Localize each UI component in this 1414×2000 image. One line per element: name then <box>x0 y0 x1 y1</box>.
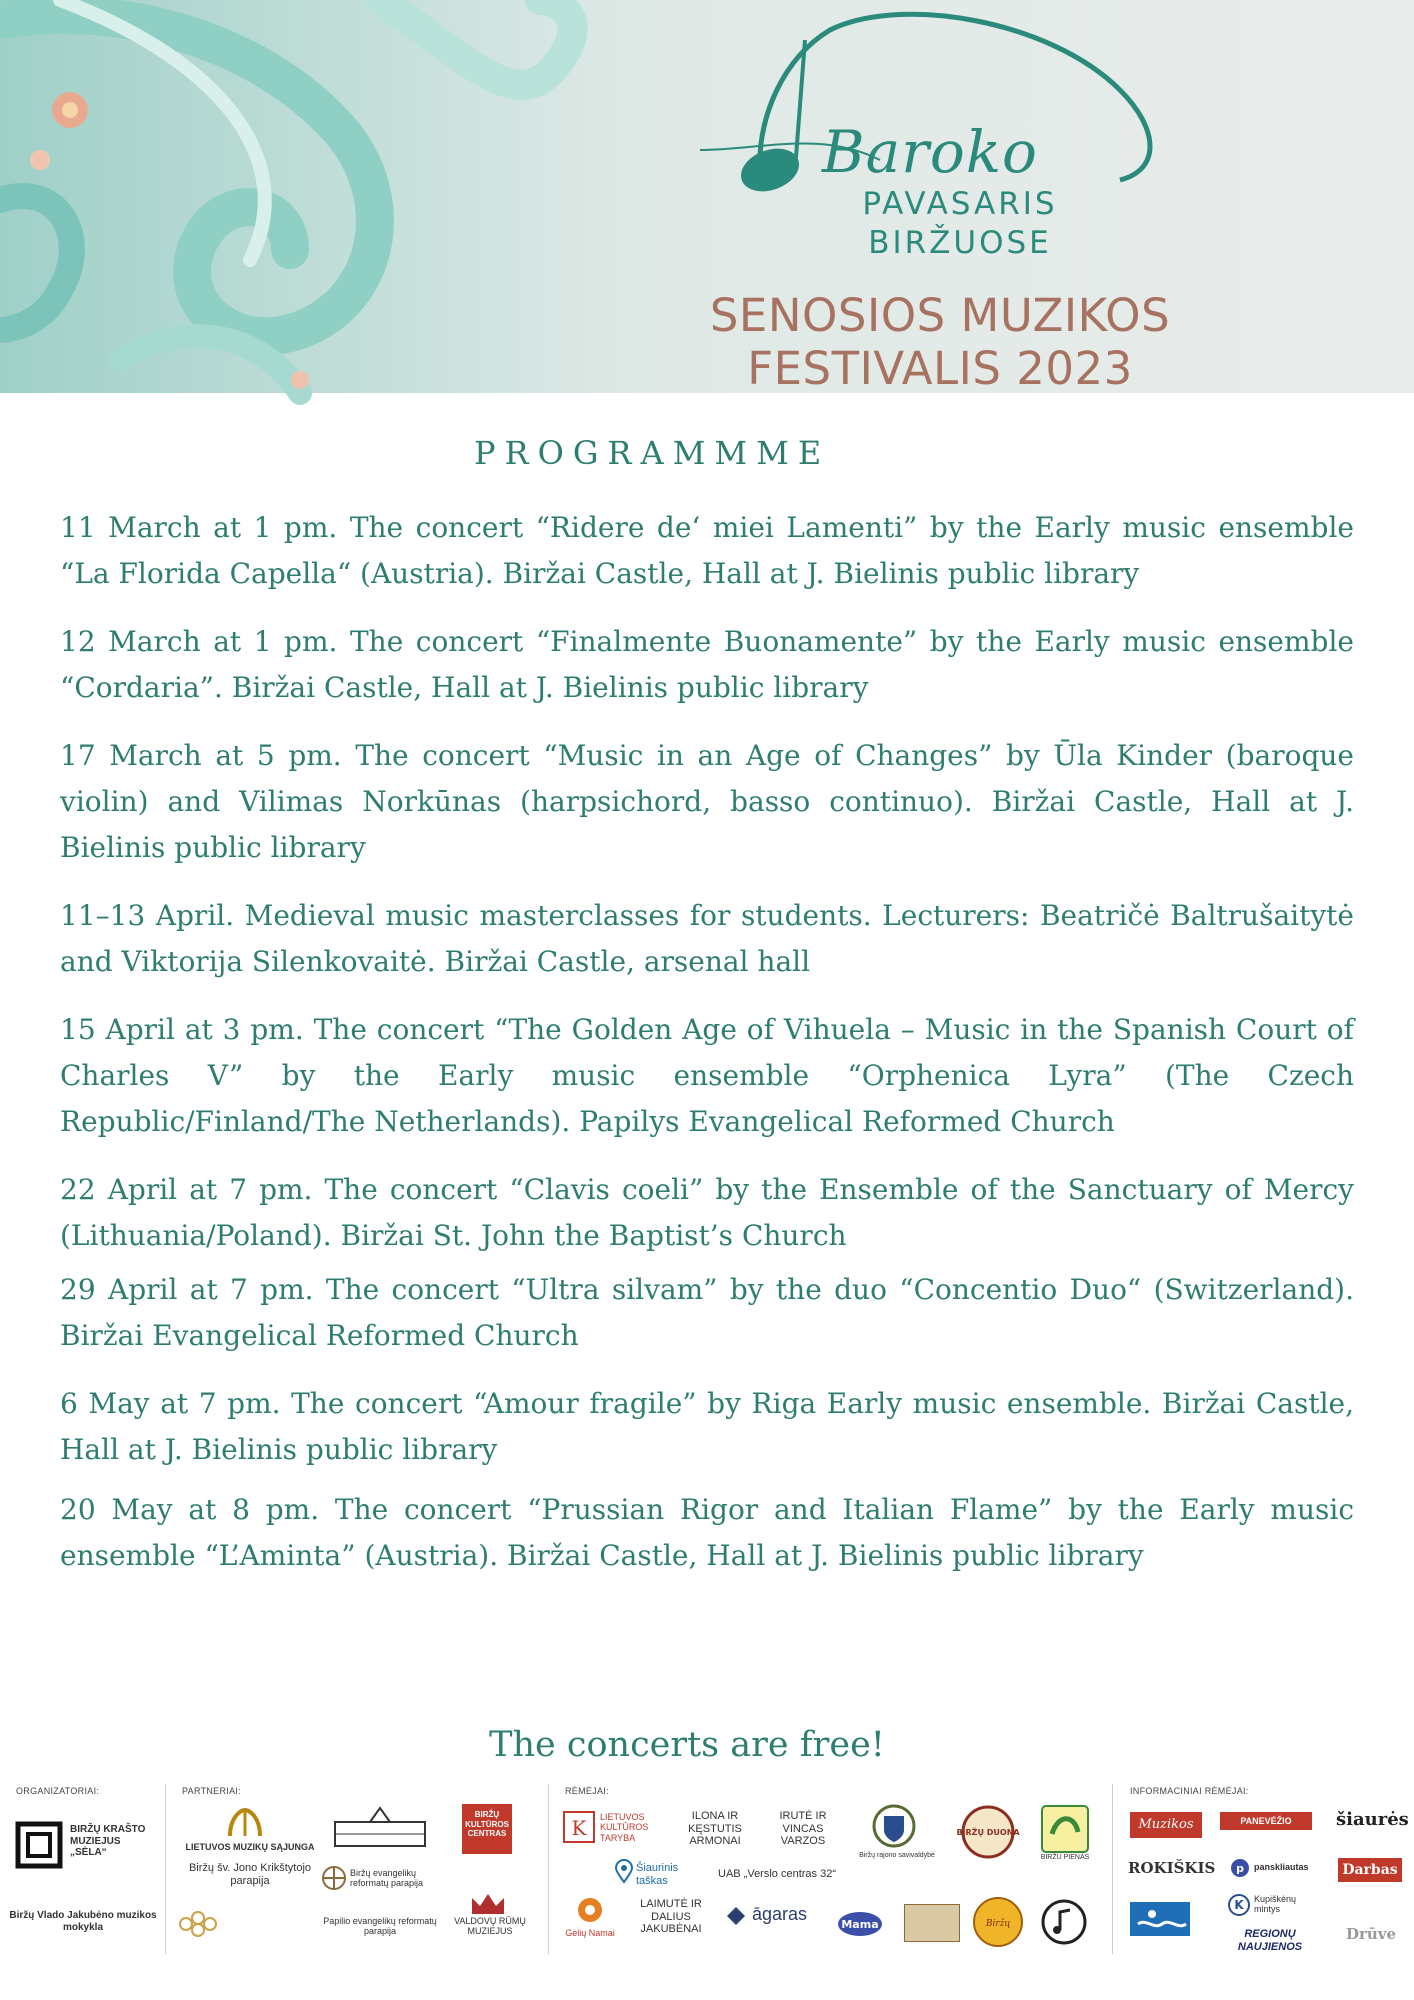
swimmer-logo-icon <box>1130 1902 1190 1936</box>
location-pin-icon <box>614 1860 634 1884</box>
jakubenai-sponsor: LAIMUTĖ IR DALIUS JAKUBĖNAI <box>640 1898 702 1936</box>
municipality-name: Biržų rajono savivaldybė <box>859 1852 935 1859</box>
valdovu-museum-name: VALDOVŲ RŪMŲ MUZIEJUS <box>454 1916 526 1937</box>
event-item: 15 April at 3 pm. The concert “The Golden Age of Vihuela – Music in the Spanish Court of Charles V” by the Early music ensemble “Orphenica Lyra” (The Czech Republic/Finland/The Netherlands). Papilys Evangelical Reformed Church <box>60 1013 1354 1138</box>
svg-text:p: p <box>1236 1862 1244 1875</box>
papilys-parish-name: Papilio evangelikų reformatų parapija <box>323 1916 437 1937</box>
regionu-naujienos-logo: REGIONŲ NAUJIENOS <box>1237 1928 1303 1953</box>
panevezio-krastas-logo: PANEVĖŽIO KRAŠTAS <box>1220 1812 1312 1830</box>
organizers-label: ORGANIZATORIAI: <box>16 1786 100 1796</box>
church-building-icon <box>330 1806 430 1850</box>
municipality-coat-of-arms-icon <box>872 1804 916 1854</box>
lyre-icon <box>225 1808 265 1838</box>
reformed-church-emblem-icon <box>320 1864 348 1892</box>
panskliautas-name: panskliautas <box>1254 1862 1309 1872</box>
partners-label: PARTNERIAI: <box>182 1786 241 1796</box>
museum-logo-icon <box>16 1822 62 1868</box>
flower-icon <box>576 1896 604 1924</box>
event-item: 29 April at 7 pm. The concert “Ultra silvam” by the duo “Concentio Duo“ (Switzerland). Biržai Evangelical Reformed Church <box>60 1273 1354 1352</box>
parish-john-name: Biržų šv. Jono Krikštytojo parapija <box>188 1862 312 1887</box>
kupiskenu-mintys-name: Kupiškėnų mintys <box>1254 1894 1297 1915</box>
muzikos-barai-logo: Muzikos barai <box>1130 1812 1202 1838</box>
rokiskis-logo: ROKIŠKIS <box>1128 1859 1216 1877</box>
sponsors-footer <box>0 1780 1414 2000</box>
lmu-name: LIETUVOS MUZIKŲ SĄJUNGA <box>185 1842 315 1852</box>
programme-title: PROGRAMMME <box>474 434 831 472</box>
free-admission-note: The concerts are free! <box>489 1725 885 1765</box>
festival-title-line-1: SENOSIOS MUZIKOS <box>709 289 1171 342</box>
panskliautas-icon <box>1230 1858 1250 1878</box>
armonai-sponsor: ILONA IR KĘSTUTIS ARMONAI <box>688 1810 742 1848</box>
svg-text:Mama: Mama <box>841 1918 879 1931</box>
culture-council-k-icon <box>562 1810 596 1844</box>
birzu-duona-logo-icon <box>956 1804 1020 1860</box>
music-circle-logo-icon <box>1040 1898 1088 1946</box>
birzu-aruodai-logo-icon <box>972 1896 1024 1948</box>
event-item: 11 March at 1 pm. The concert “Ridere de‘ miei Lamenti” by the Early music ensemble “La Florida Capella“ (Austria). Biržai Castle, Hall at J. Bielinis public library <box>60 511 1354 590</box>
festival-logo-line-1: PAVASARIS <box>862 186 1058 222</box>
birzu-pienas-name: BIRŽU PIENAS <box>1040 1854 1090 1861</box>
festival-logo-line-2: BIRŽUOSE <box>868 225 1052 261</box>
event-item: 11–13 April. Medieval music masterclasses for students. Lecturers: Beatričė Baltrušaitytė and Viktorija Silenkovaitė. Biržai Castle, arsenal hall <box>60 899 1354 978</box>
svg-text:K: K <box>1234 1898 1244 1912</box>
mama-logo-icon <box>836 1900 884 1940</box>
siaures-logo: šiaurės <box>1336 1809 1409 1830</box>
svg-text:K: K <box>571 1816 587 1840</box>
bakery-logo-box <box>904 1904 960 1942</box>
divider <box>1112 1784 1113 1954</box>
sponsors-label: RĖMĖJAI: <box>565 1786 609 1796</box>
siaurinis-taskas-name: Šiaurinis taškas <box>636 1862 679 1887</box>
geliu-namai-name: Gėlių Namai <box>565 1928 615 1938</box>
varzos-sponsor: IRUTĖ IR VINCAS VARZOS <box>779 1810 827 1848</box>
verslo-centras-name: UAB „Verslo centras 32“ <box>718 1868 836 1880</box>
birzu-culture-center-logo: BIRŽŲ KULTŪROS CENTRAS <box>462 1804 512 1854</box>
culture-council-name: LIETUVOS KULTŪROS TARYBA <box>600 1812 649 1843</box>
event-item: 20 May at 8 pm. The concert “Prussian Rigor and Italian Flame” by the Early music ensemble “L’Aminta” (Austria). Biržai Castle, Hall at J. Bielinis public library <box>60 1493 1354 1572</box>
event-item: 12 March at 1 pm. The concert “Finalmente Buonamente” by the Early music ensemble “Cordaria”. Biržai Castle, Hall at J. Bielinis public library <box>60 625 1354 704</box>
darbas-logo: Darbas <box>1338 1858 1402 1882</box>
birzu-pienas-logo-icon <box>1040 1804 1090 1854</box>
event-item: 22 April at 7 pm. The concert “Clavis coeli” by the Ensemble of the Sanctuary of Mercy (Lithuania/Poland). Biržai St. John the Baptist’s Church <box>60 1173 1354 1252</box>
divider <box>548 1784 549 1954</box>
festival-title-line-2: FESTIVALIS 2023 <box>747 342 1133 395</box>
event-list <box>60 505 1354 1579</box>
info-sponsors-label: INFORMACINIAI RĖMĖJAI: <box>1130 1786 1249 1796</box>
svg-text:BIRŽŲ DUONA: BIRŽŲ DUONA <box>956 1828 1020 1837</box>
svg-text:Biržų: Biržų <box>985 1919 1011 1929</box>
agaras-name: āgaras <box>752 1904 808 1924</box>
music-school-name: Biržų Vlado Jakubėno muzikos mokykla <box>9 1910 157 1933</box>
event-item: 17 March at 5 pm. The concert “Music in an Age of Changes” by Ūla Kinder (baroque violin) and Vilimas Norkūnas (harpsichord, basso continuo). Biržai Castle, Hall at J. Bielinis public library <box>60 739 1354 864</box>
divider <box>165 1784 166 1954</box>
druve-logo: Drūve <box>1345 1925 1397 1943</box>
kupiskenu-k-icon <box>1228 1894 1250 1916</box>
crown-icon <box>470 1892 506 1916</box>
museum-name: BIRŽŲ KRAŠTO MUZIEJUS „SĖLA“ <box>70 1824 146 1858</box>
circles-logo-icon <box>178 1910 228 1938</box>
event-item: 6 May at 7 pm. The concert “Amour fragile” by Riga Early music ensemble. Biržai Castle, Hall at J. Bielinis public library <box>60 1387 1354 1466</box>
birzai-reformed-parish-name: Biržų evangelikų reformatų parapija <box>350 1868 424 1889</box>
festival-logo-word: Baroko <box>822 118 1038 186</box>
diamond-icon <box>726 1906 746 1926</box>
header-banner <box>0 0 1414 393</box>
